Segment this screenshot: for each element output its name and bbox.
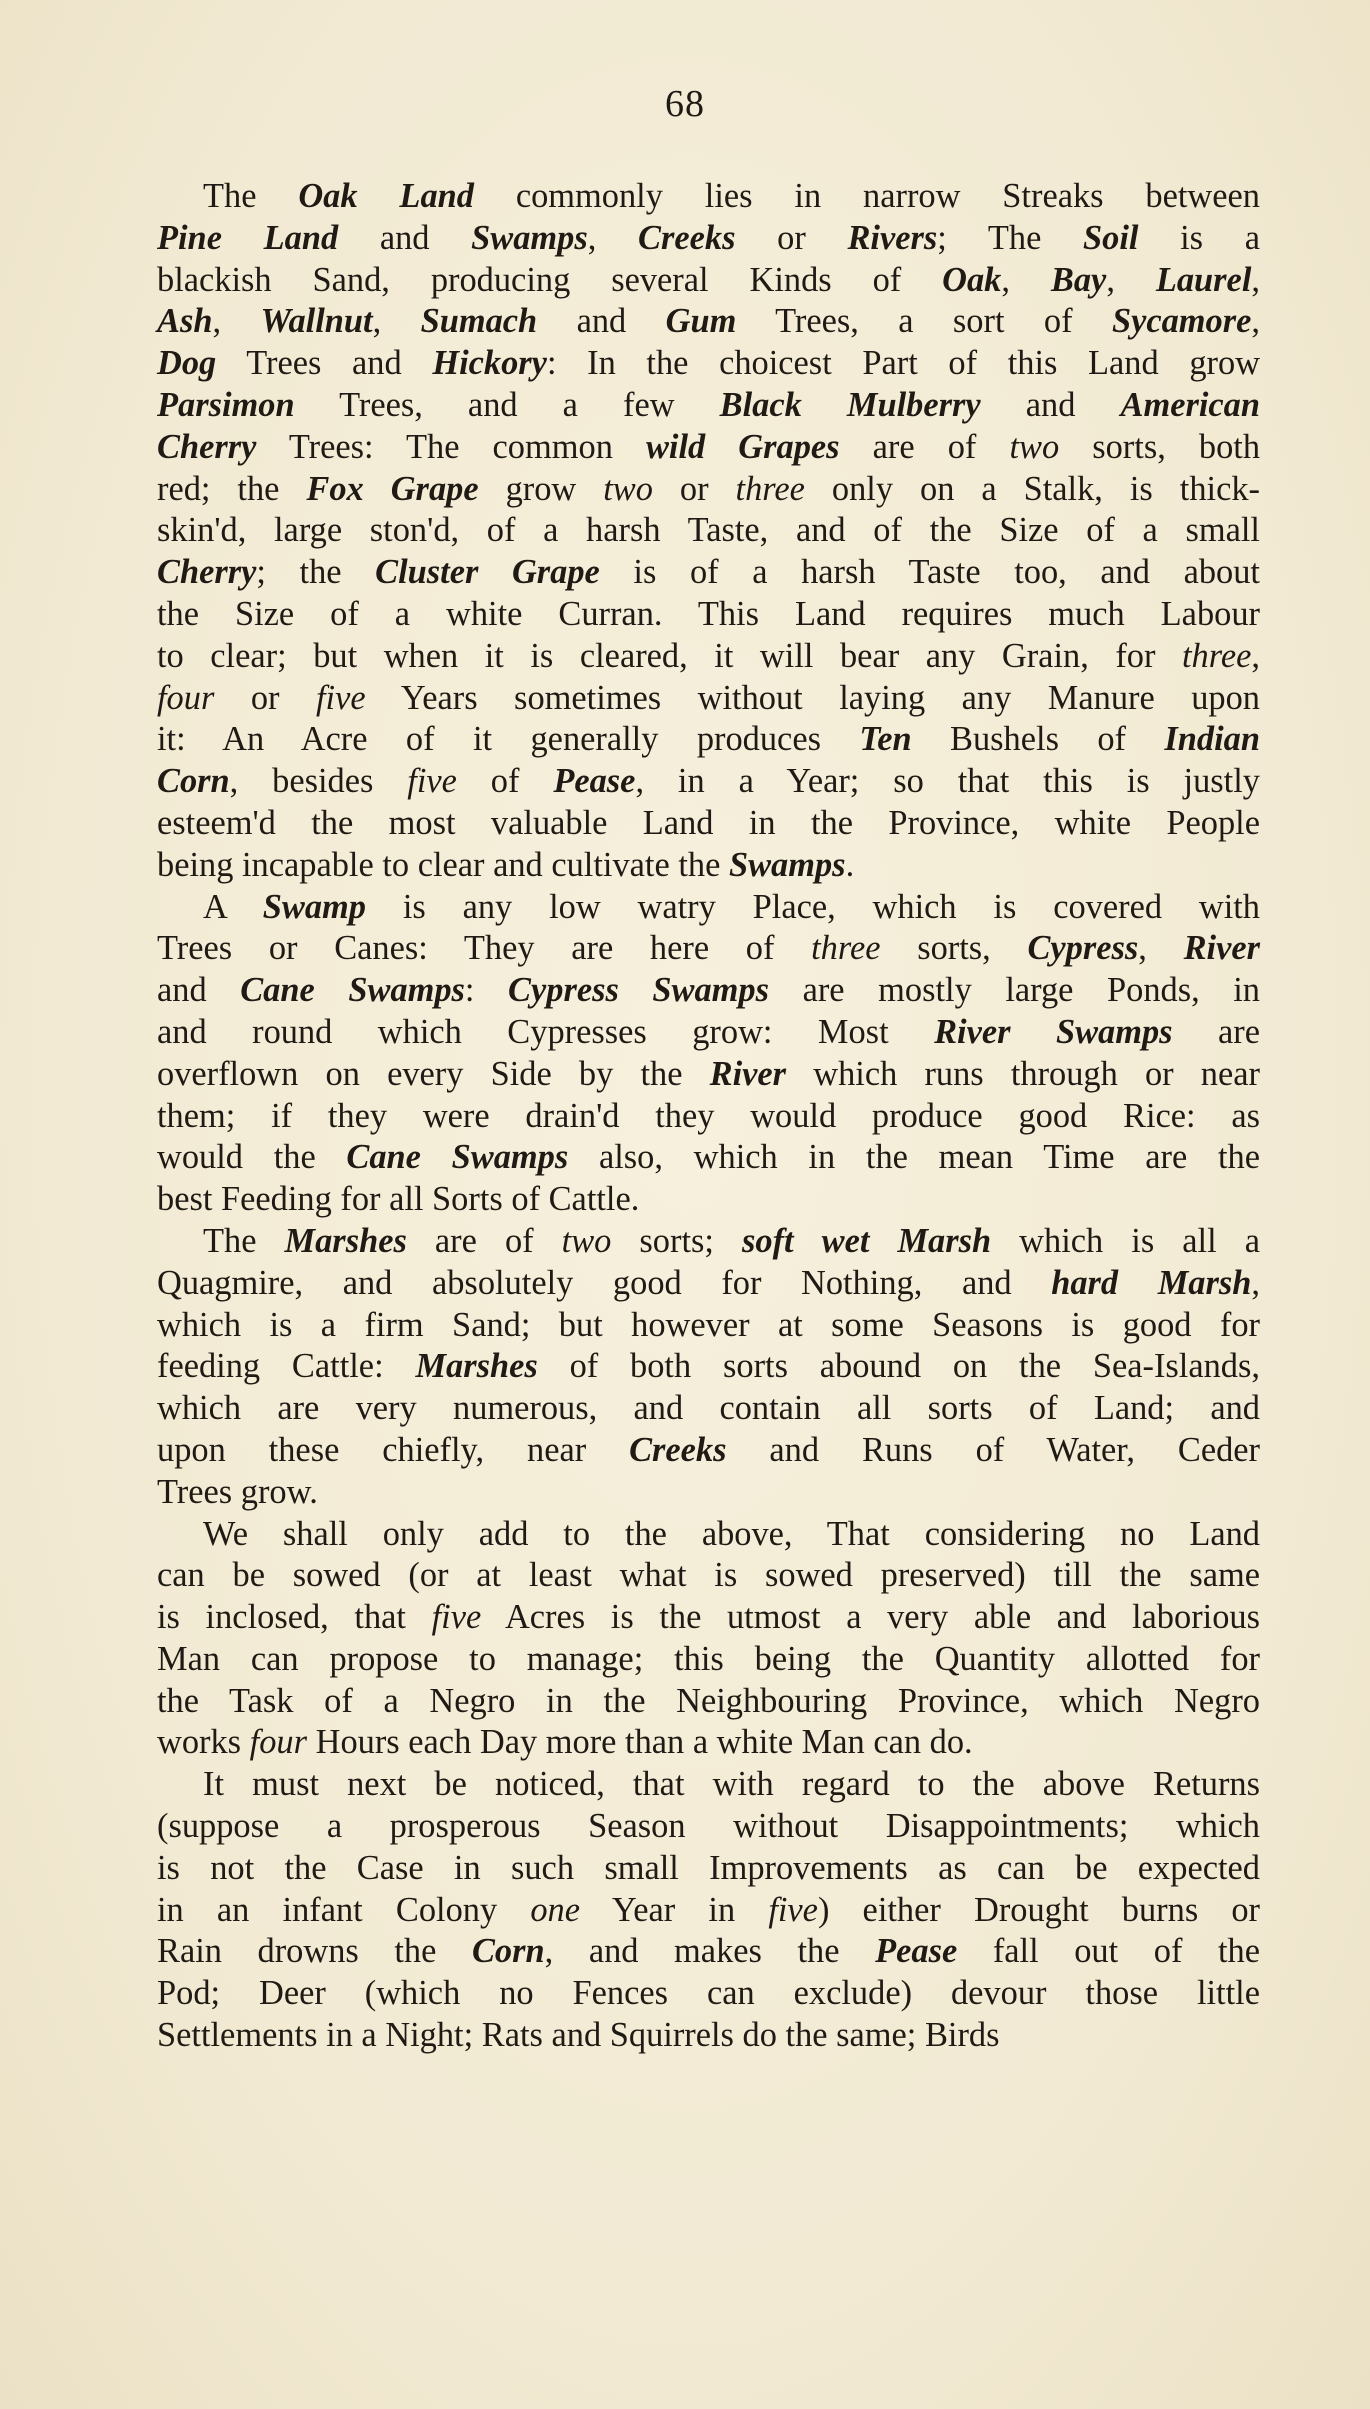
- text-line: Settlements in a Night; Rats and Squirrels do the same; Birds: [157, 2016, 1000, 2055]
- text-line: Cherry Trees: The common wild Grapes are of two sorts, both: [157, 427, 1261, 466]
- text-line: Man can propose to manage; this being the Quantity allotted for: [157, 1639, 1260, 1678]
- text-line: would the Cane Swamps also, which in the mean Time are the: [157, 1138, 1260, 1177]
- text-line: blackish Sand, producing several Kinds of Oak, Bay, Laurel,: [157, 260, 1260, 299]
- text-line: Cherry; the Cluster Grape is of a harsh Taste too, and about: [157, 553, 1260, 592]
- text-line: red; the Fox Grape grow two or three only on a Stalk, is thick-: [157, 469, 1260, 508]
- text-line: Pod; Deer (which no Fences can exclude) devour those little: [157, 1974, 1260, 2013]
- text-line: (suppose a prosperous Season without Disappointments; which: [157, 1807, 1260, 1846]
- text-line: Pine Land and Swamps, Creeks or Rivers; The Soil is a: [157, 218, 1260, 257]
- text-line: it: An Acre of it generally produces Ten Bushels of Indian: [157, 720, 1261, 759]
- text-line: and round which Cypresses grow: Most River Swamps are: [157, 1012, 1260, 1051]
- text-line: Parsimon Trees, and a few Black Mulberry and American: [157, 385, 1260, 424]
- text-line: feeding Cattle: Marshes of both sorts abound on the Sea-Islands,: [157, 1347, 1260, 1386]
- page-number: 68: [665, 83, 705, 125]
- text-line: best Feeding for all Sorts of Cattle.: [157, 1180, 640, 1219]
- text-line: upon these chiefly, near Creeks and Runs of Water, Ceder: [157, 1430, 1260, 1469]
- text-line: them; if they were drain'd they would produce good Rice: as: [157, 1096, 1260, 1135]
- text-line: is not the Case in such small Improvements as can be expected: [157, 1848, 1260, 1887]
- text-line: We shall only add to the above, That considering no Land: [203, 1514, 1260, 1553]
- text-line: Rain drowns the Corn, and makes the Pease fall out of the: [157, 1932, 1261, 1971]
- text-line: the Task of a Negro in the Neighbouring Province, which Negro: [157, 1681, 1260, 1720]
- text-line: in an infant Colony one Year in five) either Drought burns or: [157, 1890, 1261, 1929]
- text-line: is inclosed, that five Acres is the utmost a very able and laborious: [157, 1598, 1260, 1637]
- text-line: skin'd, large ston'd, of a harsh Taste, and of the Size of a small: [157, 511, 1260, 550]
- text-line: The Oak Land commonly lies in narrow Streaks between: [203, 177, 1260, 215]
- text-line: The Marshes are of two sorts; soft wet Marsh which is all a: [203, 1221, 1260, 1260]
- text-line: the Size of a white Curran. This Land requires much Labour: [157, 594, 1260, 633]
- text-line: to clear; but when it is cleared, it will bear any Grain, for three,: [157, 636, 1260, 675]
- text-line: works four Hours each Day more than a white Man can do.: [157, 1723, 973, 1762]
- text-line: esteem'd the most valuable Land in the Province, white People: [157, 803, 1260, 842]
- text-line: four or five Years sometimes without laying any Manure upon: [157, 678, 1261, 717]
- text-line: Dog Trees and Hickory: In the choicest Part of this Land grow: [157, 344, 1260, 383]
- text-line: can be sowed (or at least what is sowed preserved) till the same: [157, 1556, 1260, 1595]
- text-line: A Swamp is any low watry Place, which is covered with: [203, 887, 1260, 926]
- text-line: overflown on every Side by the River which runs through or near: [157, 1054, 1260, 1093]
- body-text: [157, 176, 1260, 2057]
- text-line: Quagmire, and absolutely good for Nothing, and hard Marsh,: [157, 1263, 1260, 1302]
- text-line: Trees grow.: [157, 1472, 318, 1511]
- text-line: It must next be noticed, that with regard to the above Returns: [203, 1765, 1260, 1804]
- text-line: Corn, besides five of Pease, in a Year; so that this is justly: [157, 762, 1260, 801]
- text-line: and Cane Swamps: Cypress Swamps are mostly large Ponds, in: [157, 971, 1261, 1010]
- text-line: Trees or Canes: They are here of three sorts, Cypress, River: [157, 929, 1260, 968]
- text-line: which are very numerous, and contain all sorts of Land; and: [157, 1389, 1260, 1428]
- text-line: Ash, Wallnut, Sumach and Gum Trees, a sort of Sycamore,: [157, 302, 1260, 341]
- text-line: being incapable to clear and cultivate the Swamps.: [157, 845, 855, 884]
- text-line: which is a firm Sand; but however at some Seasons is good for: [157, 1305, 1260, 1344]
